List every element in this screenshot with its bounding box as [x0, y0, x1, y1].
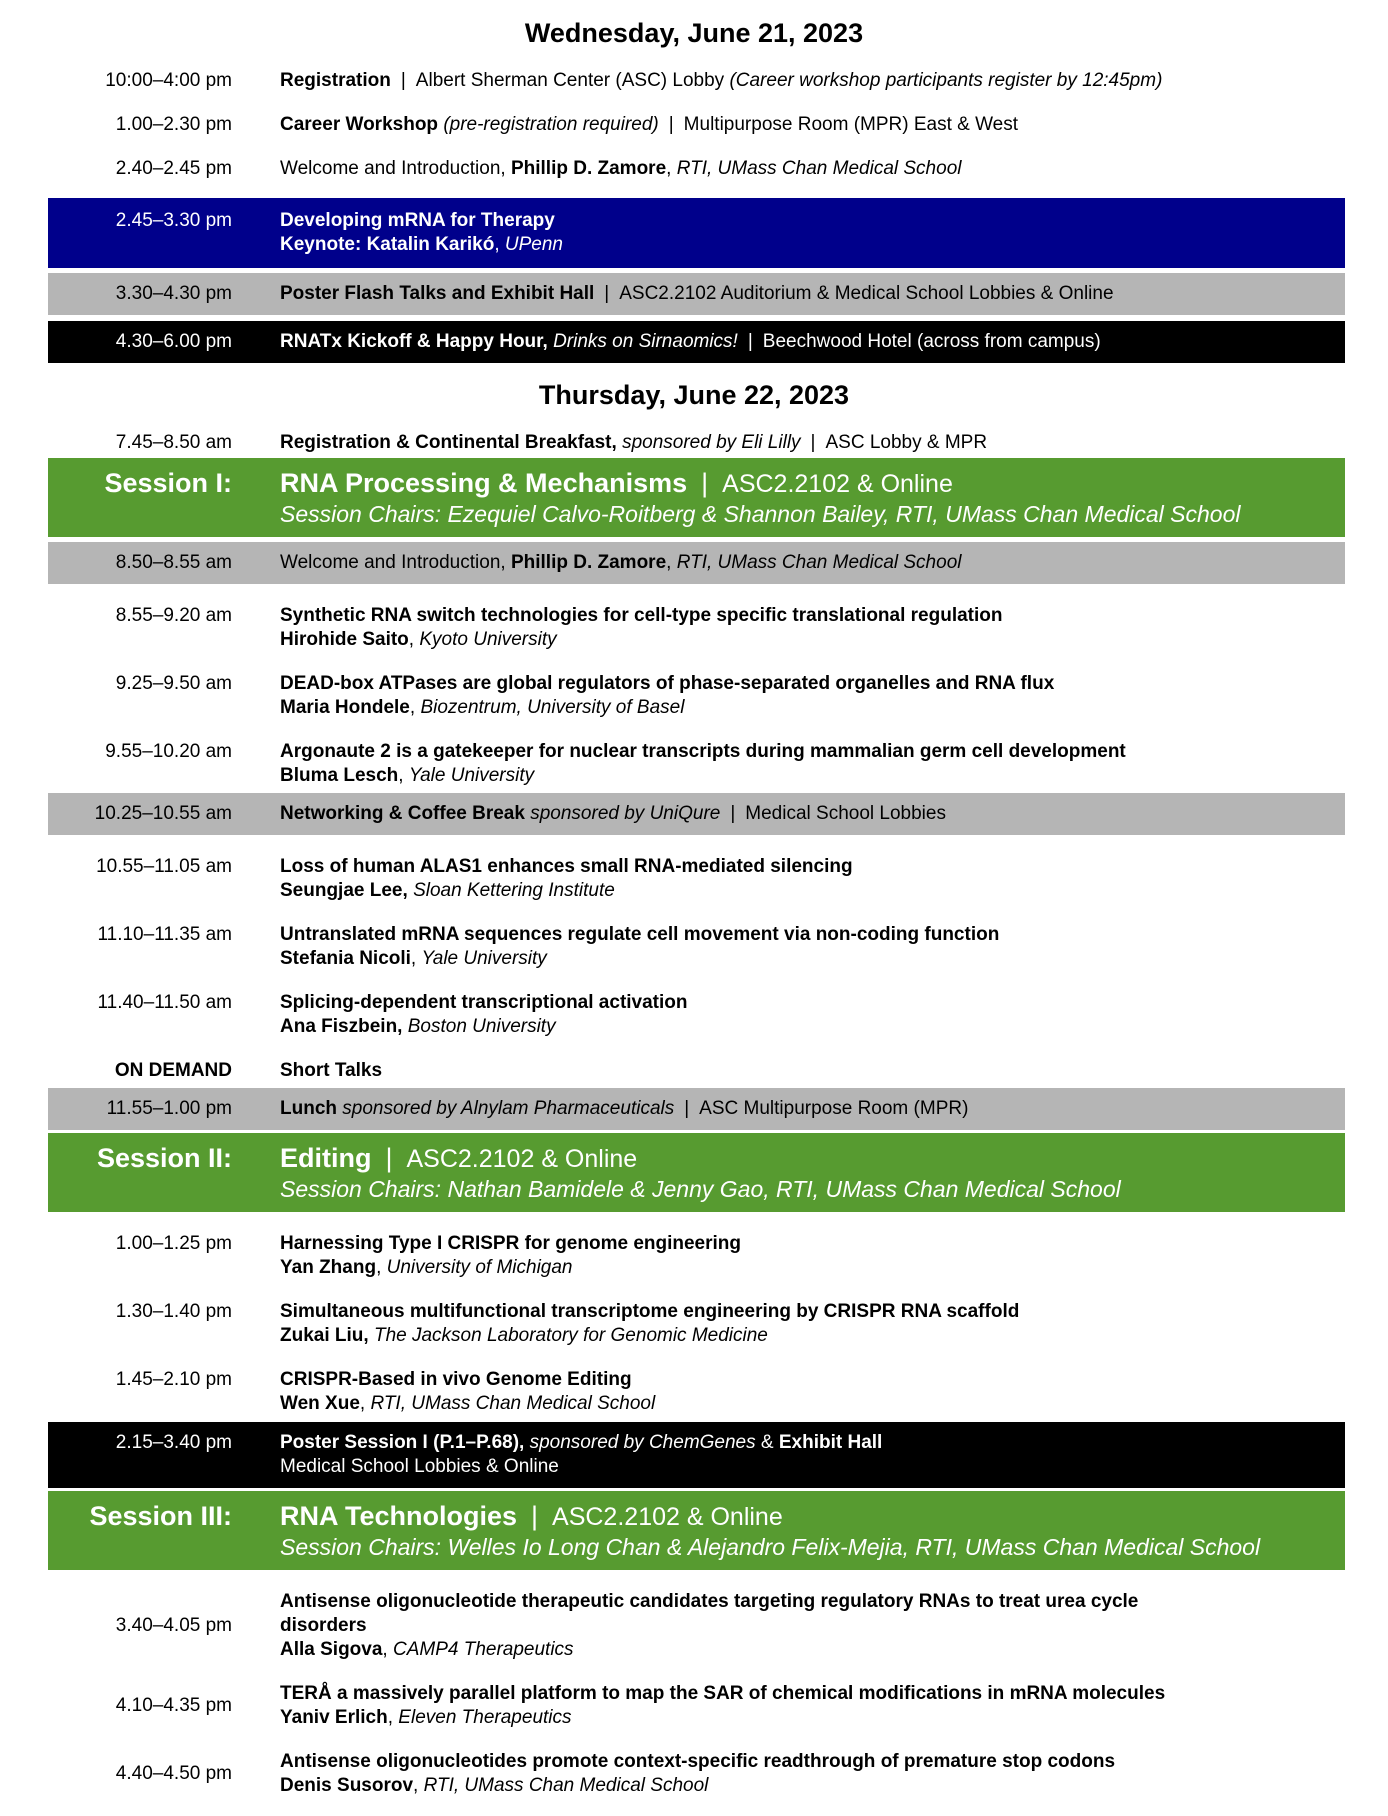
event-time: 4.30–6.00 pm	[115, 331, 232, 352]
text-segment: Untranslated mRNA sequences regulate cell movement via non-coding function	[280, 924, 1000, 945]
text-segment: Splicing-dependent transcriptional activation	[280, 992, 688, 1013]
text-segment: Career Workshop	[280, 114, 444, 135]
event-details	[280, 69, 1345, 93]
text-segment: Seungjae Lee,	[280, 880, 408, 901]
schedule-row	[48, 855, 1345, 903]
text-segment: Maria Hondele	[280, 697, 410, 718]
text-segment: Exhibit Hall	[778, 1432, 883, 1453]
schedule-row	[48, 1088, 1345, 1130]
event-line	[280, 209, 1345, 233]
text-segment: sponsored by UniQure	[530, 803, 721, 824]
event-details	[280, 802, 1345, 826]
session-header-row	[48, 1491, 1345, 1570]
event-details	[280, 1368, 1345, 1416]
day-title: Wednesday, June 21, 2023	[524, 18, 864, 48]
text-segment: ,	[408, 629, 420, 650]
event-line	[280, 923, 1345, 947]
text-segment: Wen Xue	[280, 1393, 360, 1414]
text-segment: ,	[409, 697, 421, 718]
event-line	[280, 802, 1345, 826]
event-details	[280, 467, 1345, 528]
pipe-separator: |	[531, 1501, 539, 1531]
text-segment: sponsored by ChemGenes	[529, 1432, 756, 1453]
text-segment: Poster Session I (P.1–P.68),	[280, 1432, 525, 1453]
text-segment: sponsored by Eli Lilly	[622, 432, 801, 453]
event-line	[280, 431, 1345, 455]
text-segment: sponsored by Alnylam Pharmaceuticals	[342, 1098, 675, 1119]
text-segment: ASC Lobby & MPR	[825, 432, 988, 453]
text-segment: Denis Susorov	[280, 1775, 414, 1796]
text-segment: disorders	[280, 1615, 367, 1636]
text-segment: RTI, UMass Chan Medical School	[676, 552, 962, 573]
text-segment: Phillip D. Zamore	[510, 158, 667, 179]
text-segment: ,	[359, 1393, 371, 1414]
session-chairs: Session Chairs: Welles Io Long Chan & Alejandro Felix-Mejia, RTI, UMass Chan Medical School	[280, 1534, 1261, 1560]
event-line	[280, 1750, 1345, 1774]
text-segment: Phillip D. Zamore	[510, 552, 667, 573]
schedule-row	[48, 1300, 1345, 1348]
event-time: 9.55–10.20 am	[105, 741, 232, 762]
text-segment: Argonaute 2 is a gatekeeper for nuclear transcripts during mammalian germ cell development	[280, 741, 1126, 762]
text-segment: Networking & Coffee Break	[280, 803, 531, 824]
schedule-row	[48, 113, 1345, 137]
schedule-row	[48, 1059, 1345, 1083]
text-segment: Welcome and Introduction,	[280, 552, 511, 573]
event-details	[280, 209, 1345, 257]
event-details	[280, 330, 1345, 354]
text-segment: Synthetic RNA switch technologies for cell-type specific translational regulation	[280, 605, 1003, 626]
text-segment: Stefania Nicoli	[280, 948, 411, 969]
event-line	[280, 1590, 1345, 1614]
text-segment: (pre-registration required)	[443, 114, 659, 135]
session-label: Session II:	[96, 1143, 232, 1173]
event-details	[280, 991, 1345, 1039]
event-line	[280, 113, 1345, 137]
event-time: 1.00–1.25 pm	[115, 1233, 232, 1254]
session-location: ASC2.2102 & Online	[552, 1503, 783, 1531]
event-line	[280, 1059, 1345, 1083]
text-segment: RTI, UMass Chan Medical School	[370, 1393, 656, 1414]
schedule-row	[48, 672, 1345, 720]
text-segment: The Jackson Laboratory for Genomic Medicine	[373, 1325, 768, 1346]
text-segment: CRISPR-Based in vivo Genome Editing	[280, 1369, 632, 1390]
text-segment: ,	[410, 948, 422, 969]
text-segment: Antisense oligonucleotides promote context-specific readthrough of premature stop codons	[280, 1751, 1116, 1772]
pipe-separator: |	[810, 432, 816, 453]
schedule-row	[48, 1422, 1345, 1488]
event-line	[280, 740, 1345, 764]
event-details	[280, 740, 1345, 788]
text-segment: Ana Fiszbein,	[280, 1016, 403, 1037]
text-segment: Lunch	[280, 1098, 343, 1119]
event-time: 8.50–8.55 am	[115, 552, 232, 573]
schedule-row	[48, 1682, 1345, 1730]
event-time: 10.55–11.05 am	[96, 856, 232, 877]
text-segment: RTI, UMass Chan Medical School	[423, 1775, 709, 1796]
event-time: ON DEMAND	[114, 1060, 232, 1081]
event-line	[280, 947, 1345, 971]
text-segment: Kyoto University	[419, 629, 557, 650]
event-time: 1.30–1.40 pm	[115, 1301, 232, 1322]
event-time: 2.40–2.45 pm	[115, 158, 232, 179]
text-segment: UPenn	[504, 234, 563, 255]
pipe-separator: |	[684, 1098, 690, 1119]
event-line	[280, 330, 1345, 354]
session-header-row	[48, 1133, 1345, 1212]
text-segment: Harnessing Type I CRISPR for genome engineering	[280, 1233, 742, 1254]
event-line	[280, 991, 1345, 1015]
text-segment: Simultaneous multifunctional transcriptome engineering by CRISPR RNA scaffold	[280, 1301, 1020, 1322]
event-line	[280, 1015, 1345, 1039]
event-line	[280, 1368, 1345, 1392]
event-details	[280, 113, 1345, 137]
day-title: Thursday, June 22, 2023	[538, 380, 850, 410]
text-segment: Biozentrum, University of Basel	[420, 697, 685, 718]
event-details	[280, 1097, 1345, 1121]
session-label: Session III:	[89, 1501, 232, 1531]
session-title-line	[280, 467, 1345, 500]
session-title-line	[280, 1142, 1345, 1175]
session-chairs: Session Chairs: Ezequiel Calvo-Roitberg & Shannon Bailey, RTI, UMass Chan Medical School	[280, 501, 1241, 527]
event-time: 4.10–4.35 pm	[115, 1695, 232, 1716]
event-line	[280, 696, 1345, 720]
text-segment: (Career workshop participants register by 12:45pm)	[729, 70, 1163, 91]
text-segment: &	[755, 1432, 779, 1453]
text-segment: ASC Multipurpose Room (MPR)	[699, 1098, 969, 1119]
session-location: ASC2.2102 & Online	[406, 1145, 638, 1173]
schedule-row	[48, 198, 1345, 268]
event-line	[280, 157, 1345, 181]
text-segment: ASC2.2102 Auditorium & Medical School Lobbies & Online	[619, 283, 1114, 304]
event-line	[280, 1774, 1345, 1798]
event-line	[280, 1431, 1345, 1455]
session-chairs: Session Chairs: Nathan Bamidele & Jenny Gao, RTI, UMass Chan Medical School	[280, 1176, 1121, 1202]
schedule-row	[48, 69, 1345, 93]
text-segment: Medical School Lobbies	[745, 803, 946, 824]
pipe-separator: |	[400, 70, 406, 91]
event-line	[280, 1455, 1345, 1479]
event-details	[280, 1300, 1345, 1348]
pipe-separator: |	[747, 331, 753, 352]
event-line	[280, 604, 1345, 628]
event-line	[280, 1614, 1345, 1638]
text-segment: Bluma Lesch	[280, 765, 399, 786]
pipe-separator: |	[730, 803, 736, 824]
event-line	[280, 855, 1345, 879]
schedule-row	[48, 793, 1345, 835]
event-line	[280, 1706, 1345, 1730]
text-segment: RTI, UMass Chan Medical School	[676, 158, 962, 179]
text-segment: CAMP4 Therapeutics	[392, 1639, 574, 1660]
event-time: 1.45–2.10 pm	[115, 1369, 232, 1390]
text-segment: ,	[398, 765, 409, 786]
text-segment: Short Talks	[280, 1060, 383, 1081]
event-time: 8.55–9.20 am	[115, 605, 232, 626]
pipe-separator: |	[604, 283, 610, 304]
text-segment: ,	[382, 1639, 393, 1660]
session-label: Session I:	[104, 468, 232, 498]
text-segment: Boston University	[407, 1016, 556, 1037]
event-time: 7.45–8.50 am	[115, 432, 232, 453]
text-segment: Yaniv Erlich	[280, 1707, 388, 1728]
text-segment: Yale University	[408, 765, 535, 786]
event-details	[280, 1232, 1345, 1280]
text-segment: Yan Zhang	[280, 1257, 377, 1278]
pipe-separator: |	[668, 114, 674, 135]
text-segment: Developing mRNA for Therapy	[280, 210, 555, 231]
pipe-separator: |	[385, 1143, 393, 1173]
text-segment: ,	[413, 1775, 424, 1796]
event-details	[280, 672, 1345, 720]
session-title: RNA Processing & Mechanisms	[280, 468, 688, 498]
text-segment: Medical School Lobbies & Online	[280, 1456, 559, 1477]
schedule-row	[48, 157, 1345, 181]
event-time: 1.00–2.30 pm	[115, 114, 232, 135]
event-details	[280, 551, 1345, 575]
schedule-row	[48, 321, 1345, 363]
schedule-row	[48, 1232, 1345, 1280]
event-line	[280, 1232, 1345, 1256]
event-details	[280, 157, 1345, 181]
text-segment: University of Michigan	[386, 1257, 573, 1278]
event-time: 10:00–4:00 pm	[105, 70, 232, 91]
text-segment: Poster Flash Talks and Exhibit Hall	[280, 283, 595, 304]
schedule-row	[48, 604, 1345, 652]
schedule-row	[48, 431, 1345, 455]
session-title-line	[280, 1500, 1345, 1533]
event-details	[280, 1500, 1345, 1561]
schedule-row	[48, 740, 1345, 788]
event-time: 11.40–11.50 am	[97, 992, 232, 1013]
session-title: RNA Technologies	[280, 1501, 518, 1531]
schedule-row	[48, 273, 1345, 315]
session-title: Editing	[280, 1143, 372, 1173]
text-segment: Multipurpose Room (MPR) East & West	[683, 114, 1019, 135]
schedule-row	[48, 923, 1345, 971]
session-header-row	[48, 458, 1345, 537]
event-details	[280, 923, 1345, 971]
event-time: 2.45–3.30 pm	[115, 210, 232, 231]
event-time: 2.15–3.40 pm	[115, 1432, 232, 1453]
schedule-row	[48, 1590, 1345, 1662]
event-details	[280, 855, 1345, 903]
event-line	[280, 879, 1345, 903]
event-details	[280, 1750, 1345, 1798]
text-segment: Zukai Liu,	[280, 1325, 369, 1346]
event-details	[280, 1059, 1345, 1083]
text-segment: Keynote: Katalin Karikó	[280, 234, 495, 255]
event-time: 10.25–10.55 am	[94, 803, 232, 824]
text-segment: TERÅ a massively parallel platform to map the SAR of chemical modifications in mRNA molecules	[280, 1683, 1166, 1704]
schedule-row	[48, 542, 1345, 584]
event-line	[280, 233, 1345, 257]
schedule-root	[0, 18, 1388, 1798]
event-time: 3.40–4.05 pm	[115, 1615, 232, 1636]
event-line	[280, 551, 1345, 575]
event-line	[280, 1300, 1345, 1324]
event-details	[280, 431, 1345, 455]
text-segment: Sloan Kettering Institute	[413, 880, 615, 901]
schedule-row	[48, 1368, 1345, 1416]
session-location: ASC2.2102 & Online	[722, 470, 953, 498]
event-line	[280, 1682, 1345, 1706]
event-line	[280, 1638, 1345, 1662]
text-segment: ,	[376, 1257, 387, 1278]
event-time: 4.40–4.50 pm	[115, 1763, 232, 1784]
event-line	[280, 1324, 1345, 1348]
text-segment: Hirohide Saito	[280, 629, 409, 650]
event-line	[280, 282, 1345, 306]
text-segment: Antisense oligonucleotide therapeutic candidates targeting regulatory RNAs to treat urea cycle	[280, 1591, 1139, 1612]
text-segment: Registration & Continental Breakfast,	[280, 432, 617, 453]
schedule-row	[48, 991, 1345, 1039]
text-segment: Welcome and Introduction,	[280, 158, 511, 179]
text-segment: ,	[494, 234, 505, 255]
text-segment: Drinks on Sirnaomics!	[553, 331, 738, 352]
text-segment: Loss of human ALAS1 enhances small RNA-mediated silencing	[280, 856, 853, 877]
text-segment: Eleven Therapeutics	[398, 1707, 572, 1728]
text-segment: ,	[666, 158, 677, 179]
event-time: 11.55–1.00 pm	[106, 1098, 232, 1119]
event-line	[280, 672, 1345, 696]
text-segment: DEAD-box ATPases are global regulators of phase-separated organelles and RNA flux	[280, 673, 1055, 694]
event-line	[280, 1392, 1345, 1416]
text-segment: ,	[387, 1707, 399, 1728]
text-segment: Yale University	[421, 948, 547, 969]
event-line	[280, 764, 1345, 788]
text-segment: Registration	[280, 70, 391, 91]
schedule-row	[48, 1750, 1345, 1798]
pipe-separator: |	[701, 468, 709, 498]
event-details	[280, 1590, 1345, 1662]
event-line	[280, 1256, 1345, 1280]
event-details	[280, 1431, 1345, 1479]
event-details	[280, 1142, 1345, 1203]
event-line	[280, 1097, 1345, 1121]
text-segment: Alla Sigova	[280, 1639, 383, 1660]
text-segment: ,	[666, 552, 677, 573]
event-details	[280, 1682, 1345, 1730]
event-time: 9.25–9.50 am	[115, 673, 232, 694]
event-time: 11.10–11.35 am	[97, 924, 232, 945]
event-details	[280, 604, 1345, 652]
text-segment: Beechwood Hotel (across from campus)	[762, 331, 1101, 352]
event-line	[280, 69, 1345, 93]
event-line	[280, 628, 1345, 652]
text-segment: RNATx Kickoff & Happy Hour,	[280, 331, 554, 352]
event-details	[280, 282, 1345, 306]
text-segment: Albert Sherman Center (ASC) Lobby	[415, 70, 730, 91]
event-time: 3.30–4.30 pm	[115, 283, 232, 304]
